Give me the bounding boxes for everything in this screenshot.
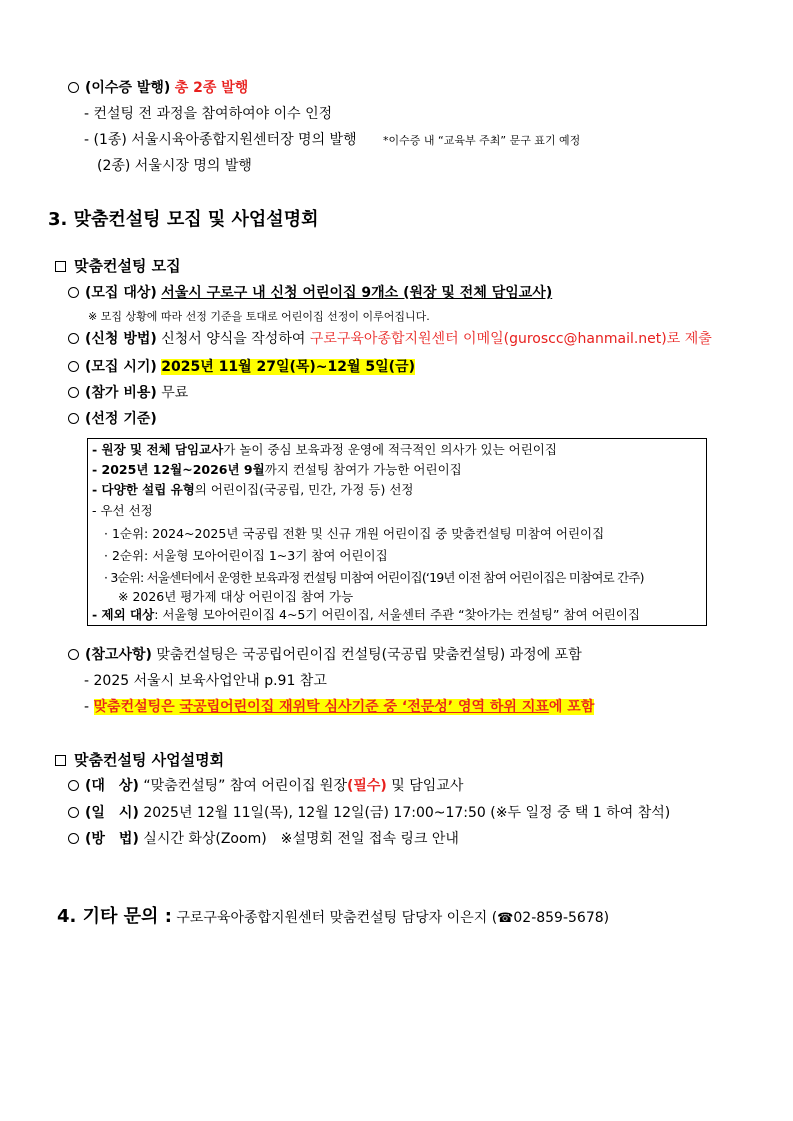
recruit-target-note: ※ 모집 상황에 따라 선정 기준을 토대로 어린이집 선정이 이루어집니다. [88,310,430,323]
bullet-circle [68,287,79,298]
criteria-9: - 제외 대상: 서울형 모아어린이집 4~5기 어린이집, 서울센터 주관 “찾아가는 컨설팅” 참여 어린이집 [92,607,640,622]
cert-label: (이수증 발행) [85,80,171,96]
cert-line-2: - (1종) 서울시육아종합지원센터장 명의 발행 *이수증 내 “교육부 주최” 문구 표기 예정 [84,132,581,148]
cert-line-1: - 컨설팅 전 과정을 참여하여야 이수 인정 [84,106,333,122]
bullet-circle [68,413,79,424]
briefing-date: (일 시) 2025년 12월 11일(목), 12월 12일(금) 17:00~17:50 (※두 일정 중 택 1 하여 참석) [68,803,670,823]
recruit-cost: (참가 비용) 무료 [68,383,188,403]
criteria-7: · 3순위: 서울센터에서 운영한 보육과정 컨설팅 미참여 어린이집(‘19년 이전 참여 어린이집은 미참여로 간주) [104,570,644,585]
recruit-reference: (참고사항) 맞춤컨설팅은 국공립어린이집 컨설팅(국공립 맞춤컨설팅) 과정에 포함 [68,645,582,665]
bullet-circle [68,387,79,398]
reference-line-2: - 맞춤컨설팅은 국공립어린이집 재위탁 심사기준 중 ‘전문성’ 영역 하위 지표에 포함 [84,699,595,715]
bullet-circle [68,333,79,344]
bullet-circle [68,361,79,372]
cert-item [68,78,248,98]
bullet-circle [68,780,79,791]
recruit-target-value: 서울시 구로구 내 신청 어린이집 9개소 (원장 및 전체 담임교사) [161,285,553,301]
recruit-target: (모집 대상) 서울시 구로구 내 신청 어린이집 9개소 (원장 및 전체 담임교사) [68,283,552,303]
recruit-method: (신청 방법) 신청서 양식을 작성하여 구로구육아종합지원센터 이메일(guroscc@hanmail.net)로 제출 [68,329,712,349]
bullet-circle [68,807,79,818]
briefing-method: (방 법) 실시간 화상(Zoom) ※설명회 전일 접속 링크 안내 [68,829,459,849]
section-4: 4. 기타 문의 : 구로구육아종합지원센터 맞춤컨설팅 담당자 이은지 (☎02-859-5678) [57,906,610,927]
recruit-criteria-label: (선정 기준) [68,409,157,429]
recruit-heading: 맞춤컨설팅 모집 [55,255,181,277]
phone-icon: ☎ [497,911,514,926]
criteria-5: · 1순위: 2024~2025년 국공립 전환 및 신규 개원 어린이집 중 맞춤컨설팅 미참여 어린이집 [104,526,605,541]
criteria-3: - 다양한 설립 유형의 어린이집(국공립, 민간, 가정 등) 선정 [92,482,414,497]
bullet-circle [68,649,79,660]
criteria-box [87,438,707,626]
section-3-title: 3. 맞춤컨설팅 모집 및 사업설명회 [48,209,319,230]
section-4-title: 4. 기타 문의 : [57,906,172,927]
criteria-8: ※ 2026년 평가제 대상 어린이집 참여 가능 [118,589,354,604]
reference-line-1: - 2025 서울시 보육사업안내 p.91 참고 [84,673,327,689]
criteria-1: - 원장 및 전체 담임교사가 놀이 중심 보육과정 운영에 적극적인 의사가 있는 어린이집 [92,442,557,457]
bullet-square [55,755,66,766]
criteria-2: - 2025년 12월~2026년 9월까지 컨설팅 참여가 가능한 어린이집 [92,462,462,477]
briefing-target: (대 상) “맞춤컨설팅” 참여 어린이집 원장(필수) 및 담임교사 [68,776,463,796]
recruit-period: (모집 시기) 2025년 11월 27일(목)~12월 5일(금) [68,357,415,377]
cert-line-3: (2종) 서울시장 명의 발행 [97,158,252,174]
recruit-email: 구로구육아종합지원센터 이메일(guroscc@hanmail.net)로 제출 [309,331,712,347]
bullet-circle [68,82,79,93]
criteria-4: - 우선 선정 [92,503,153,518]
bullet-circle [68,833,79,844]
bullet-square [55,261,66,272]
cert-value: 총 2종 발행 [174,80,249,96]
briefing-heading: 맞춤컨설팅 사업설명회 [55,749,224,771]
criteria-6: · 2순위: 서울형 모아어린이집 1~3기 참여 어린이집 [104,548,388,563]
recruit-period-value: 2025년 11월 27일(목)~12월 5일(금) [161,359,416,375]
cert-note: *이수증 내 “교육부 주최” 문구 표기 예정 [383,134,581,147]
